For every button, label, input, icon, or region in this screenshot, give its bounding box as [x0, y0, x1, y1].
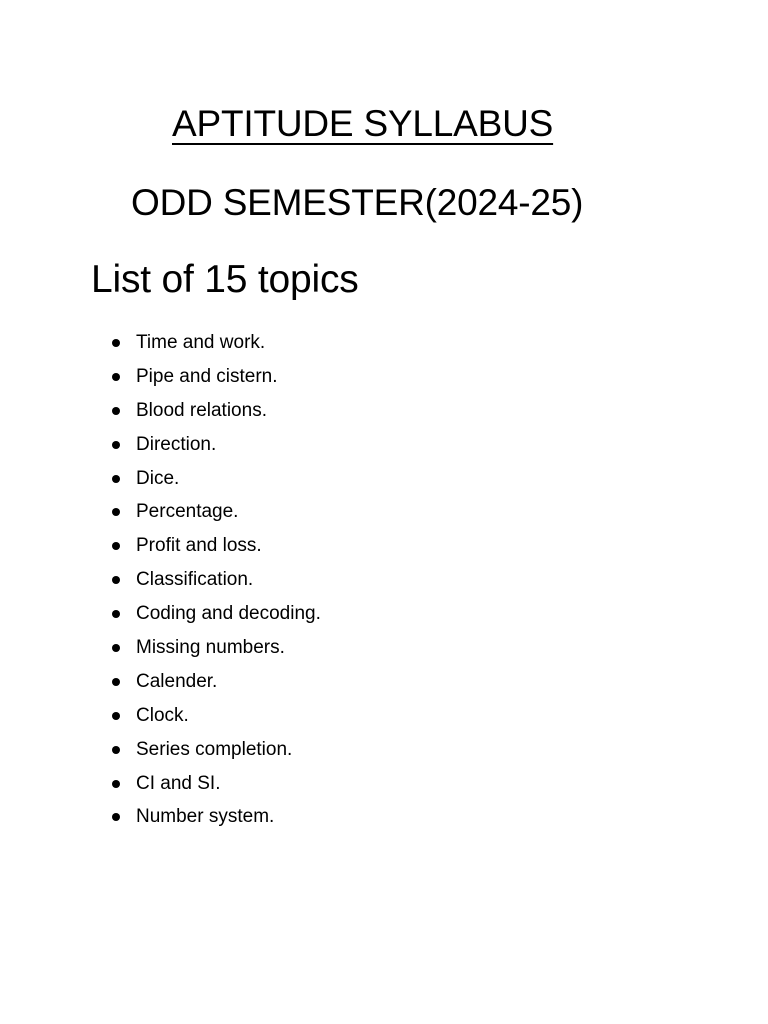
topic-label: Percentage.	[136, 501, 239, 523]
document-subtitle: ODD SEMESTER(2024-25)	[131, 182, 584, 223]
bullet-icon	[112, 644, 120, 652]
topic-label: Classification.	[136, 569, 254, 591]
topic-label: Dice.	[136, 467, 180, 489]
document-title: APTITUDE SYLLABUS	[172, 103, 554, 144]
bullet-icon	[112, 780, 120, 788]
bullet-icon	[112, 678, 120, 686]
topic-label: Clock.	[136, 704, 189, 726]
topic-label: Pipe and cistern.	[136, 365, 278, 387]
topic-label: Coding and decoding.	[136, 603, 321, 625]
bullet-icon	[112, 712, 120, 720]
topic-label: Direction.	[136, 433, 217, 455]
bullet-icon	[112, 813, 120, 821]
bullet-icon	[112, 441, 120, 449]
bullet-icon	[112, 508, 120, 516]
bullet-icon	[112, 576, 120, 584]
topics-heading: List of 15 topics	[91, 258, 359, 301]
bullet-icon	[112, 339, 120, 347]
topic-label: Missing numbers.	[136, 637, 285, 659]
topic-label: Profit and loss.	[136, 535, 262, 557]
bullet-icon	[112, 373, 120, 381]
bullet-icon	[112, 475, 120, 483]
topic-label: Time and work.	[136, 332, 266, 353]
bullet-icon	[112, 746, 120, 754]
topic-label: Blood relations.	[136, 399, 267, 421]
topic-label: Number system.	[136, 806, 275, 828]
topic-label: Calender.	[136, 670, 218, 692]
topic-label: Series completion.	[136, 738, 293, 760]
topic-label: CI and SI.	[136, 772, 221, 794]
bullet-icon	[112, 610, 120, 618]
bullet-icon	[112, 542, 120, 550]
bullet-icon	[112, 407, 120, 415]
